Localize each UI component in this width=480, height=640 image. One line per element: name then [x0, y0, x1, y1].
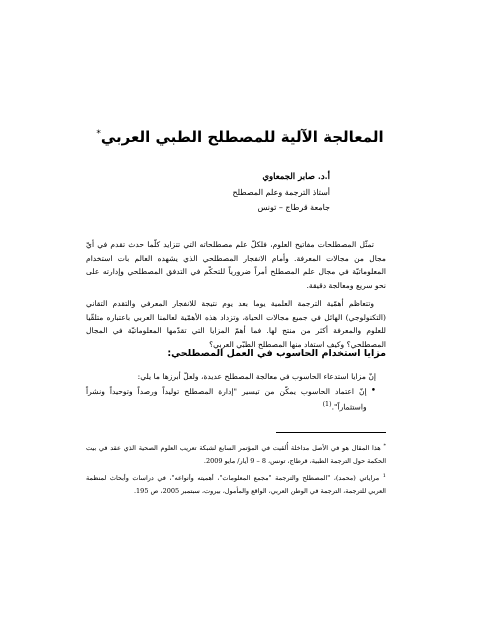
paragraph: تمثّل المصطلحات مفاتيح العلوم، فلكلّ علم مصطلحاته التي تتزايد كلّما حدث تقدم في أيّ مجال من مجالات المعرفة. وأمام الانفجار المصطلحي الذي يشهده العالم بات استخدام المعلوماتيّة في مجال علم المصطلح أمراً ضرورياً للتحكّم في التدفق المصطلحي وإدارته على نحو سريع ومعالجة دقيقة. — [86, 240, 386, 291]
author-name: أ.د. صابر الجمعاوي — [262, 172, 330, 182]
author-affiliation: جامعة قرطاج – تونس — [257, 203, 330, 212]
footnote-marker: 1 — [382, 473, 386, 480]
page-title — [60, 128, 420, 146]
footnote-ref: (1) — [322, 401, 332, 408]
footnote-divider — [276, 432, 386, 433]
list-item-text: إنّ اعتماد الحاسوب يمكّن من تيسير "إدارة المصطلح توليداً ورصداً وتوحيداً ونشراً واستثماراً".$^{(1)}$ — [86, 386, 367, 412]
section-intro: إنّ مزايا استدعاء الحاسوب في معالجة المصطلح عديدة، ولعلّ أبرزها ما يلي: — [137, 372, 376, 381]
title-footnote-marker: * — [96, 129, 101, 139]
title-text: المعالجة الآلية للمصطلح الطبي العربي — [100, 128, 384, 146]
body-text — [86, 238, 386, 356]
author-position: أستاذ الترجمة وعلم المصطلح — [232, 188, 330, 197]
footnote-marker: * — [383, 443, 386, 449]
section-body — [86, 370, 376, 414]
footnote-text: مراياتي (محمد)، "المصطلح والترجمة "مجمع المعلومات"، أهميته وأنواعه"، في دراسات وأبحاث لمنظمة العربي للترجمة، الترجمة في الوطن العربي، الواقع والمأمول، بيروت، سبتمبر 2005، ص 195. — [86, 474, 386, 495]
section-heading: مزايا استخدام الحاسوب في العمل المصطلحي: — [167, 348, 386, 359]
footnotes — [86, 440, 386, 500]
bullet-icon: • — [370, 385, 376, 396]
footnote-text: هذا المقال هو في الأصل مداخلة أُلقيت في المؤتمر السابع لشبكة تعريب العلوم الصحية الذي عقد في بيت الحكمة حول الترجمة الطبية، قرطاج، تونس، 8 – 9 أيار/ مايو 2009. — [86, 444, 386, 465]
footnote — [86, 470, 386, 497]
list-item — [86, 385, 376, 415]
paragraph: وتتعاظم أهمّية الترجمة العلمية يوما بعد يوم نتيجة للانفجار المعرفي والتقدم التقاني (التكنولوجي) الهائل في جميع مجالات الحياة، وتزداد هذه الأهمّية لعالمنا العربي باعتباره متلقّيا للعلوم والمعرفة أكثر من منتج لها. فما أهمّ المزايا التي تقدّمها المعلوماتيّة في المجال المصطلحي؟ وكيف استفاد منها المصطلح الطبّي العربي؟ — [86, 298, 386, 349]
footnote — [86, 440, 386, 467]
author-block — [130, 170, 330, 215]
